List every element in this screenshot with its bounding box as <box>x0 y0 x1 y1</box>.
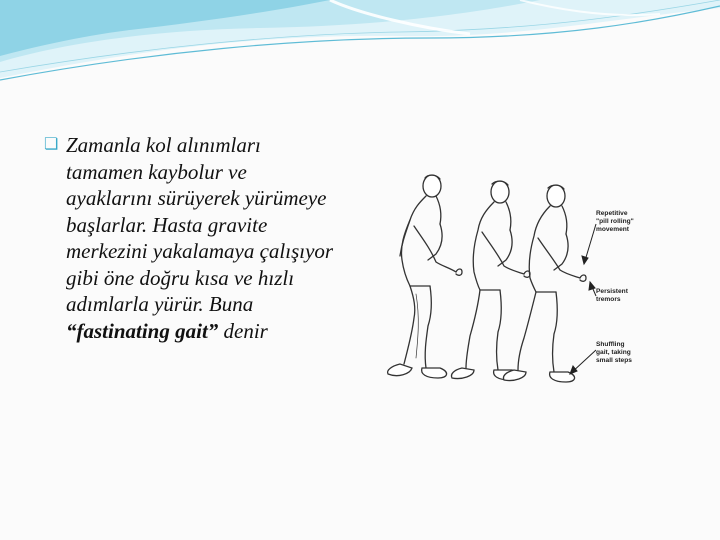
annotation-line: small steps <box>596 357 632 364</box>
annotation-line: Repetitive <box>596 210 628 217</box>
text-run: denir <box>218 318 268 343</box>
bullet-icon: ❏ <box>44 136 59 153</box>
walking-figure-1 <box>388 175 462 378</box>
svg-text:Shufflinggait, takingsmall ste <box>596 341 632 364</box>
svg-text:Repetitive"pill rolling"moveme <box>596 210 634 233</box>
bullet-item <box>44 132 334 344</box>
annotation-labels <box>596 210 634 364</box>
annotation-line: Shuffling <box>596 341 625 348</box>
bullet-text <box>66 132 334 344</box>
walking-figure-2 <box>451 181 530 380</box>
annotation-line: "pill rolling" <box>596 218 634 225</box>
annotation-arrows <box>570 224 596 374</box>
annotation-line: movement <box>596 226 629 233</box>
svg-text:Persistenttremors <box>596 288 629 303</box>
annotation-line: Persistent <box>596 288 628 295</box>
walking-figure-3 <box>503 185 586 382</box>
fastinating-gait-illustration <box>370 168 638 393</box>
text-run: Zamanla kol alınımları tamamen kaybolur ve ayaklarını sürüyerek yürümeye başlarlar. Hasta gravite merkezini yakalamaya çalışıyor gibi öne doğru kısa ve hızlı adımlarla yürür. Buna <box>66 133 334 316</box>
text-run-emphasis: “fastinating gait” <box>66 318 219 343</box>
header-wave-decoration <box>0 0 720 90</box>
annotation-line: tremors <box>596 296 621 303</box>
bullet-list <box>44 132 334 344</box>
annotation-line: gait, taking <box>596 349 631 356</box>
